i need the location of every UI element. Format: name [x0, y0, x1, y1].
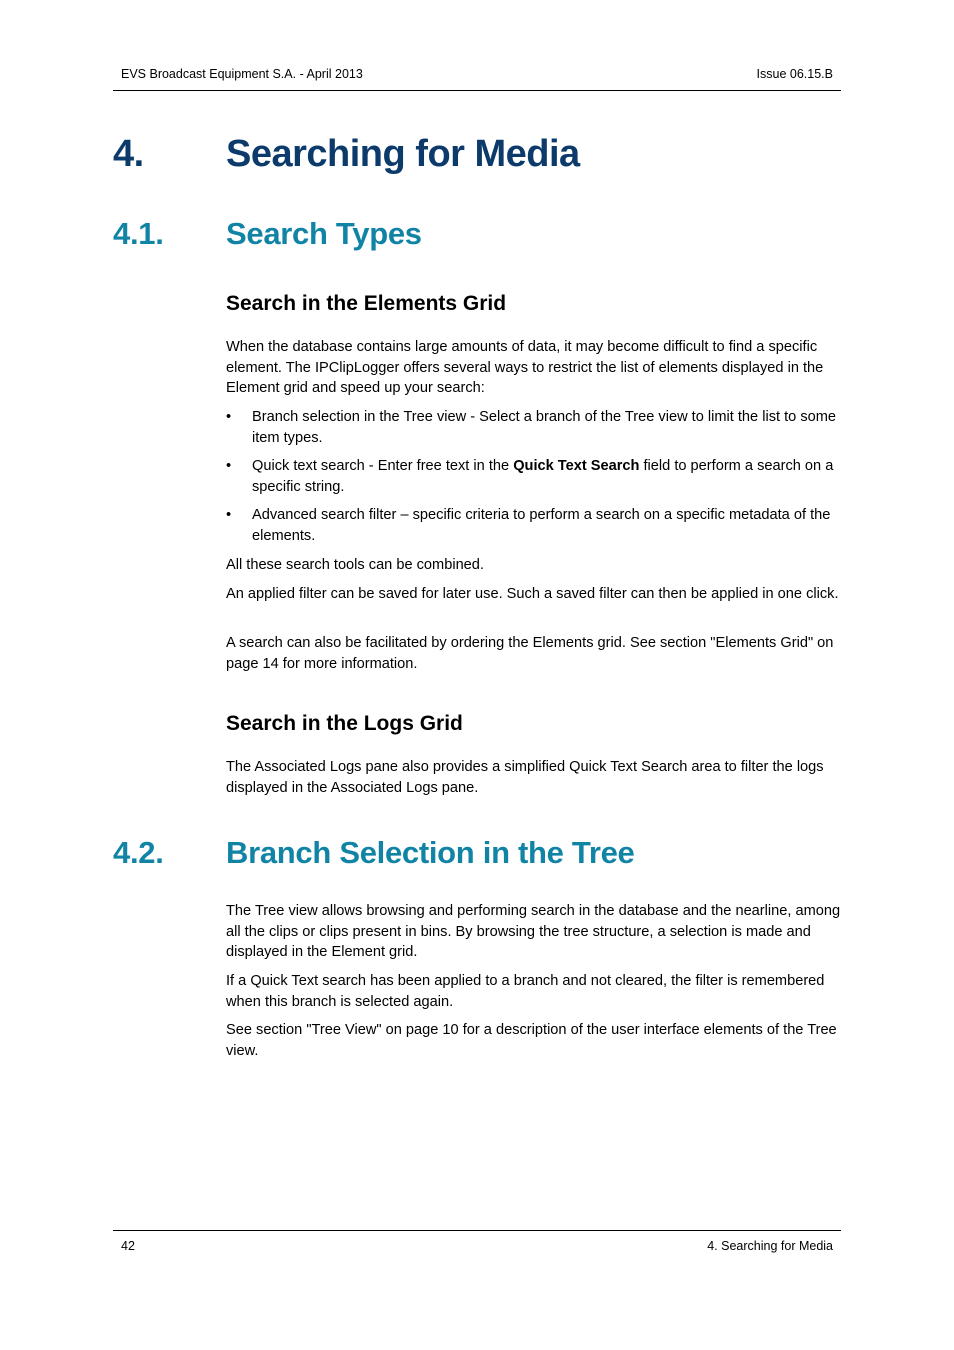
subsection-heading-logs-grid: Search in the Logs Grid [226, 712, 463, 735]
page-footer [113, 1230, 841, 1253]
chapter-heading [113, 133, 580, 176]
chapter-title: Searching for Media [226, 133, 580, 175]
search-methods-list [226, 407, 841, 554]
header-publisher: EVS Broadcast Equipment S.A. - April 2013 [121, 67, 363, 81]
section-heading-4-2 [113, 835, 635, 871]
list-item-text-post: field to perform a search on a specific string. [252, 458, 834, 495]
section-title: Branch Selection in the Tree [226, 835, 635, 870]
list-item-text: Advanced search filter – specific criteria to perform a search on a specific metadata of the elements. [252, 507, 831, 544]
section-title: Search Types [226, 216, 422, 251]
section-number: 4.1. [113, 216, 164, 251]
paragraph: When the database contains large amounts of data, it may become difficult to find a specific element. The IPClipLogger offers several ways to restrict the list of elements displayed in the Element grid and speed up your search: [226, 339, 824, 396]
footer-chapter: 4. Searching for Media [707, 1239, 833, 1253]
page-header [113, 64, 841, 91]
header-issue: Issue 06.15.B [756, 67, 833, 81]
paragraph: A search can also be facilitated by ordering the Elements grid. See section "Elements Grid" on page 14 for more information. [226, 635, 834, 672]
bullet-icon: • [226, 409, 232, 425]
section-number: 4.2. [113, 835, 164, 870]
paragraph: If a Quick Text search has been applied to a branch and not cleared, the filter is remembered when this branch is selected again. [226, 973, 825, 1010]
paragraph: The Associated Logs pane also provides a simplified Quick Text Search area to filter the logs displayed in the Associated Logs pane. [226, 759, 824, 796]
list-item-text: Branch selection in the Tree view - Select a branch of the Tree view to limit the list to some item types. [252, 409, 837, 446]
list-item [226, 407, 841, 448]
list-item [226, 505, 841, 546]
paragraph: All these search tools can be combined. [226, 557, 484, 573]
bullet-icon: • [226, 458, 232, 474]
section-heading-4-1 [113, 216, 422, 252]
subsection-heading-elements-grid: Search in the Elements Grid [226, 292, 507, 315]
list-item-text-bold: Quick Text Search [513, 458, 640, 474]
paragraph: An applied filter can be saved for later use. Such a saved filter can then be applied in one click. [226, 586, 839, 602]
paragraph: The Tree view allows browsing and performing search in the database and the nearline, among all the clips or clips present in bins. By browsing the tree structure, a selection is made and displayed in the Element grid. [226, 903, 841, 960]
bullet-icon: • [226, 507, 232, 523]
chapter-number: 4. [113, 133, 144, 175]
paragraph: See section "Tree View" on page 10 for a description of the user interface elements of the Tree view. [226, 1022, 837, 1059]
list-item-text-pre: Quick text search - Enter free text in the [252, 458, 514, 474]
page-number: 42 [121, 1239, 135, 1253]
list-item [226, 456, 841, 497]
